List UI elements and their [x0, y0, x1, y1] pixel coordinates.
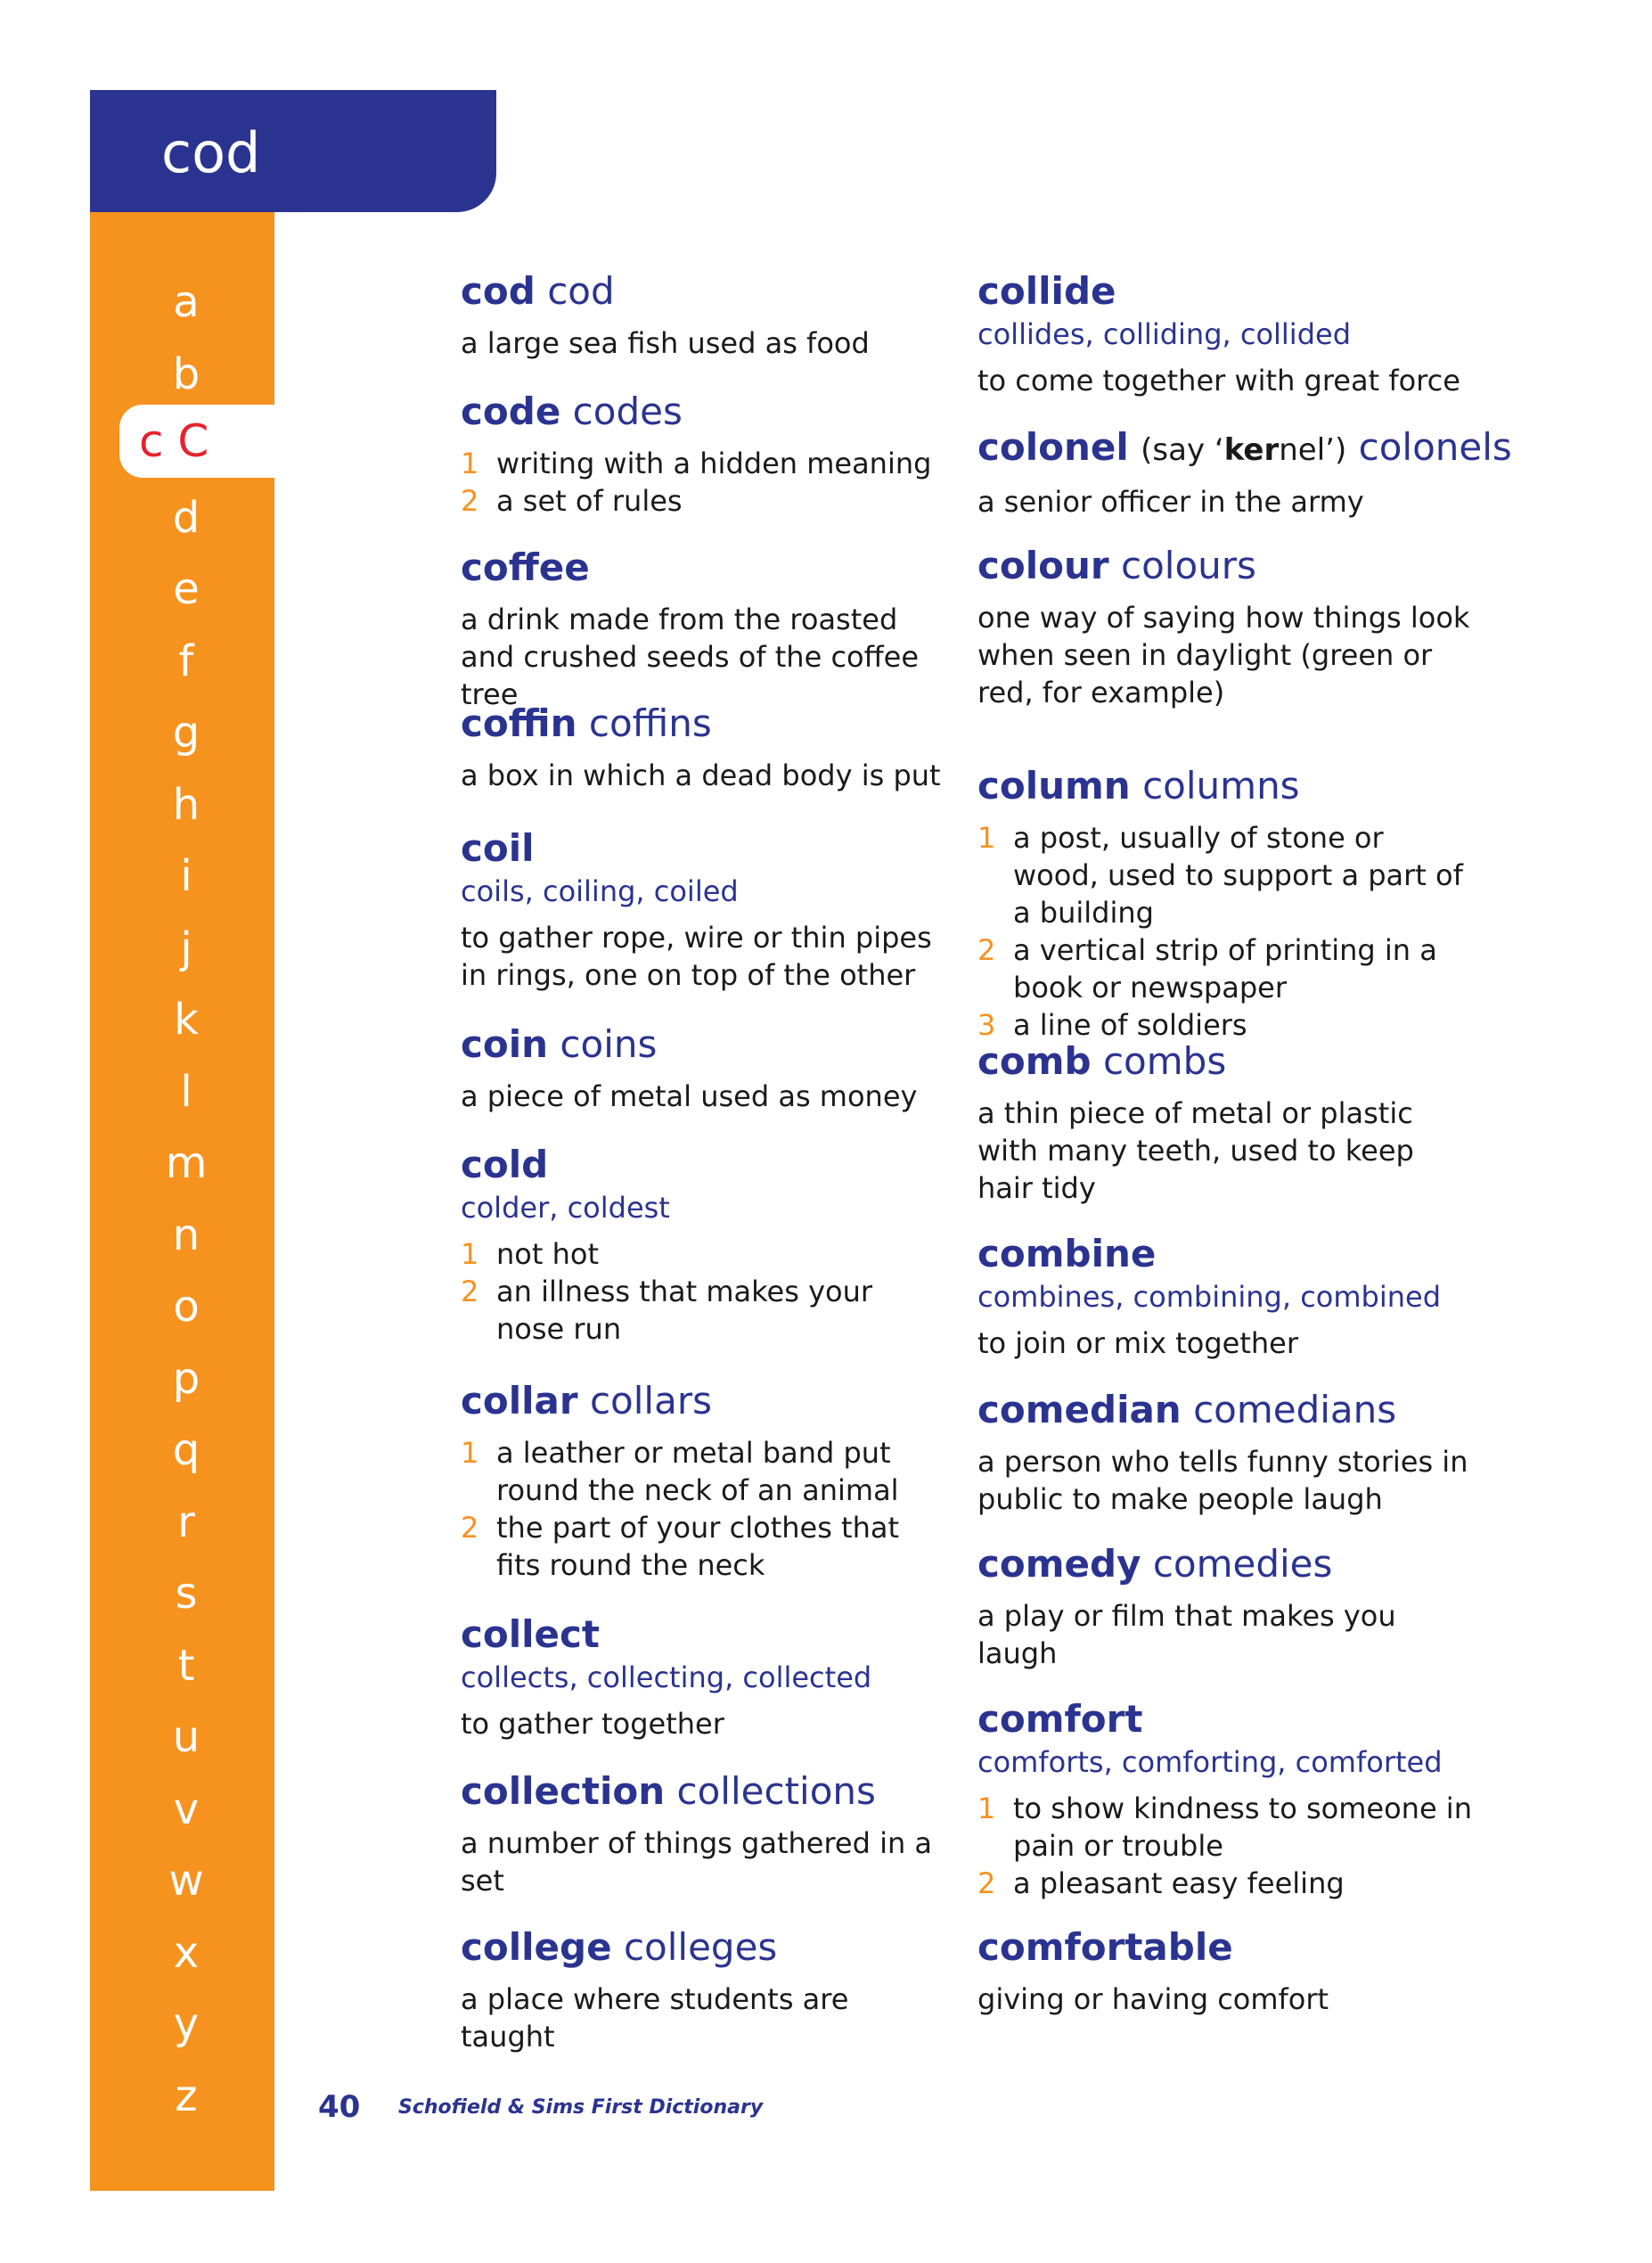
entry-sense [461, 445, 942, 482]
sense-text: a leather or metal band put round the neck of an animal [496, 1436, 899, 1507]
alphabet-letter-d[interactable]: d [172, 492, 200, 543]
dictionary-entry [461, 1141, 942, 1348]
sense-text: a vertical strip of printing in a book or newspaper [1013, 933, 1437, 1004]
alphabet-letter-a[interactable]: a [173, 277, 200, 327]
entry-word-forms: combines, combining, combined [977, 1280, 1442, 1314]
headword-plural: comedians [1193, 1388, 1397, 1431]
entry-headword-line [977, 1386, 1476, 1434]
entry-headword-line [461, 1923, 942, 1972]
sense-text: to show kindness to someone in pain or trouble [1013, 1792, 1472, 1863]
dictionary-entry [461, 1923, 942, 2055]
sense-text: a post, usually of stone or wood, used to support a part of a building [1013, 821, 1463, 930]
entry-headword-line [977, 542, 1476, 590]
entry-sense [461, 1434, 942, 1509]
headword: comfort [977, 1697, 1143, 1741]
sense-text: the part of your clothes that fits round the neck [496, 1511, 900, 1582]
dictionary-entry [977, 267, 1476, 399]
entry-headword-line [461, 1611, 942, 1659]
entry-definition: a piece of metal used as money [461, 1079, 918, 1113]
headword: comb [977, 1039, 1092, 1083]
dictionary-entry [977, 1923, 1476, 2018]
headword: collection [461, 1769, 666, 1813]
entry-headword-line [977, 423, 1512, 474]
dictionary-entry [461, 700, 942, 794]
entry-sense [977, 931, 1476, 1006]
alphabet-letter-e[interactable]: e [173, 564, 200, 614]
headword: coin [461, 1022, 549, 1066]
dictionary-entry [977, 542, 1476, 711]
entry-definition: a place where students are taught [461, 1982, 849, 2054]
alphabet-letter-j[interactable]: j [180, 922, 192, 973]
entry-definition: a drink made from the roasted and crushed seeds of the coffee tree [461, 603, 920, 711]
headword: colonel [977, 425, 1129, 469]
headword: collect [461, 1612, 601, 1656]
dictionary-entry [461, 1767, 942, 1899]
alphabet-letter-q[interactable]: q [172, 1425, 200, 1475]
sense-text: a line of soldiers [1013, 1008, 1247, 1042]
entry-headword-line [977, 762, 1476, 810]
sense-text: writing with a hidden meaning [496, 447, 932, 480]
entry-headword-line [461, 824, 942, 873]
pronunciation: (say ‘kernel’) [1141, 432, 1347, 468]
alphabet-letter-m[interactable]: m [165, 1138, 208, 1188]
sense-number: 2 [461, 484, 479, 518]
entry-definition: giving or having comfort [977, 1982, 1329, 2016]
entry-sense [461, 1509, 942, 1584]
dictionary-entry [461, 824, 942, 994]
alphabet-letter-y[interactable]: y [173, 1999, 200, 2049]
alphabet-letter-x[interactable]: x [173, 1927, 200, 1978]
alphabet-letter-p[interactable]: p [172, 1353, 200, 1404]
alphabet-letter-b[interactable]: b [172, 348, 200, 399]
entry-headword-line [461, 388, 942, 436]
dictionary-entry [461, 1611, 942, 1742]
headword-plural: comedies [1152, 1542, 1333, 1586]
entry-sense [461, 482, 942, 520]
headword-plural: colleges [623, 1925, 778, 1969]
header-guide-word: cod [161, 120, 261, 185]
dictionary-entry [461, 1377, 942, 1584]
dictionary-entry [977, 1037, 1476, 1207]
alphabet-letter-l[interactable]: l [180, 1066, 192, 1117]
entry-headword-line [461, 700, 942, 748]
headword-plural: coffins [588, 701, 712, 745]
entry-definition: to gather rope, wire or thin pipes in rings, one on top of the other [461, 921, 932, 992]
entry-definition: a number of things gathered in a set [461, 1826, 933, 1898]
alphabet-letter-u[interactable]: u [172, 1712, 200, 1762]
entry-headword-line [461, 1141, 942, 1189]
entry-headword-line [461, 1021, 942, 1069]
headword-plural: cod [547, 269, 615, 313]
dictionary-entry [461, 1021, 942, 1115]
alphabet-letter-o[interactable]: o [173, 1282, 200, 1332]
headword: comfortable [977, 1925, 1233, 1969]
entry-sense [461, 1235, 942, 1273]
headword-plural: collections [676, 1769, 876, 1813]
sense-text: not hot [496, 1237, 599, 1271]
entry-sense [977, 819, 1476, 931]
entry-definition: a person who tells funny stories in public to make people laugh [977, 1445, 1468, 1516]
headword-plural: combs [1102, 1039, 1227, 1083]
entry-definition: a play or film that makes you laugh [977, 1599, 1396, 1670]
entry-word-forms: collects, collecting, collected [461, 1660, 872, 1694]
entry-definition: a box in which a dead body is put [461, 758, 941, 792]
entry-headword-line [977, 1037, 1476, 1086]
sense-number: 2 [461, 1275, 479, 1308]
sense-number: 1 [461, 1237, 479, 1271]
dictionary-entry [977, 1230, 1476, 1362]
headword: coffin [461, 701, 577, 745]
alphabet-letter-f[interactable]: f [178, 635, 194, 686]
headword: collide [977, 269, 1116, 313]
headword: college [461, 1925, 612, 1969]
dictionary-entry [977, 423, 1512, 521]
entry-sense [461, 1273, 942, 1348]
entry-headword-line [977, 1540, 1476, 1588]
entry-definition: to come together with great force [977, 364, 1460, 398]
alphabet-letter-z[interactable]: z [175, 2070, 198, 2121]
alphabet-letter-s[interactable]: s [175, 1569, 198, 1619]
sense-number: 2 [977, 1866, 996, 1900]
sense-number: 1 [977, 821, 996, 855]
sense-number: 1 [461, 1436, 479, 1470]
entry-word-forms: comforts, comforting, comforted [977, 1745, 1443, 1779]
dictionary-entry [461, 544, 942, 713]
headword: code [461, 389, 561, 433]
dictionary-entry [977, 762, 1476, 1044]
alphabet-letter-n[interactable]: n [172, 1209, 200, 1260]
headword: column [977, 764, 1131, 808]
headword: collar [461, 1379, 578, 1423]
entry-definition: one way of saying how things look when seen in daylight (green or red, for example) [977, 601, 1470, 709]
entry-headword-line [977, 267, 1476, 316]
entry-headword-line [461, 267, 942, 316]
alphabet-letter-r[interactable]: r [177, 1496, 195, 1547]
headword: coffee [461, 545, 590, 589]
entry-definition: to join or mix together [977, 1326, 1298, 1360]
headword: coil [461, 826, 535, 870]
headword: colour [977, 544, 1109, 587]
sense-number: 3 [977, 1008, 996, 1042]
entry-headword-line [977, 1923, 1476, 1972]
dictionary-entry [977, 1386, 1476, 1518]
headword: comedian [977, 1388, 1182, 1431]
alphabet-index [90, 0, 274, 2263]
sense-number: 1 [461, 447, 479, 480]
sense-text: a pleasant easy feeling [1013, 1866, 1345, 1900]
alphabet-letter-v[interactable]: v [173, 1783, 200, 1834]
entry-definition: a large sea fish used as food [461, 326, 870, 360]
dictionary-entry [461, 267, 942, 362]
sense-number: 2 [977, 933, 996, 967]
headword-plural: colours [1120, 544, 1256, 587]
footer-title: Schofield & Sims First Dictionary [398, 2096, 764, 2119]
entry-headword-line [461, 544, 942, 592]
sense-text: a set of rules [496, 484, 683, 518]
headword: combine [977, 1232, 1157, 1275]
entry-headword-line [977, 1230, 1476, 1278]
entry-headword-line [977, 1695, 1476, 1743]
entry-headword-line [461, 1377, 942, 1425]
alphabet-letter-i[interactable]: i [180, 851, 192, 901]
headword: cod [461, 269, 536, 313]
entry-word-forms: coils, coiling, coiled [461, 874, 739, 908]
alphabet-letter-g[interactable]: g [172, 708, 200, 758]
alphabet-letter-t[interactable]: t [177, 1640, 195, 1691]
sense-number: 2 [461, 1511, 479, 1545]
entry-word-forms: collides, colliding, collided [977, 317, 1351, 351]
page-number: 40 [318, 2089, 361, 2125]
dictionary-entry [977, 1540, 1476, 1672]
headword: cold [461, 1143, 549, 1186]
headword: comedy [977, 1542, 1141, 1586]
alphabet-current-letter[interactable]: c C [119, 405, 276, 478]
entry-definition: a senior officer in the army [977, 485, 1364, 519]
dictionary-entry [977, 1695, 1476, 1902]
dictionary-entry [461, 388, 942, 520]
alphabet-letter-k[interactable]: k [174, 995, 199, 1045]
sense-text: an illness that makes your nose run [496, 1275, 873, 1346]
headword-plural: coins [560, 1022, 658, 1066]
alphabet-letter-h[interactable]: h [172, 779, 200, 830]
alphabet-letter-w[interactable]: w [168, 1856, 204, 1906]
entry-definition: to gather together [461, 1707, 724, 1741]
entry-headword-line [461, 1767, 942, 1816]
headword-plural: colonels [1358, 425, 1512, 469]
headword-plural: collars [589, 1379, 712, 1423]
sense-number: 1 [977, 1792, 996, 1825]
headword-plural: codes [572, 389, 683, 433]
entry-word-forms: colder, coldest [461, 1191, 670, 1225]
headword-plural: columns [1142, 764, 1300, 808]
entry-definition: a thin piece of metal or plastic with many teeth, used to keep hair tidy [977, 1096, 1414, 1205]
entry-sense [977, 1790, 1476, 1865]
entry-sense [977, 1865, 1476, 1902]
